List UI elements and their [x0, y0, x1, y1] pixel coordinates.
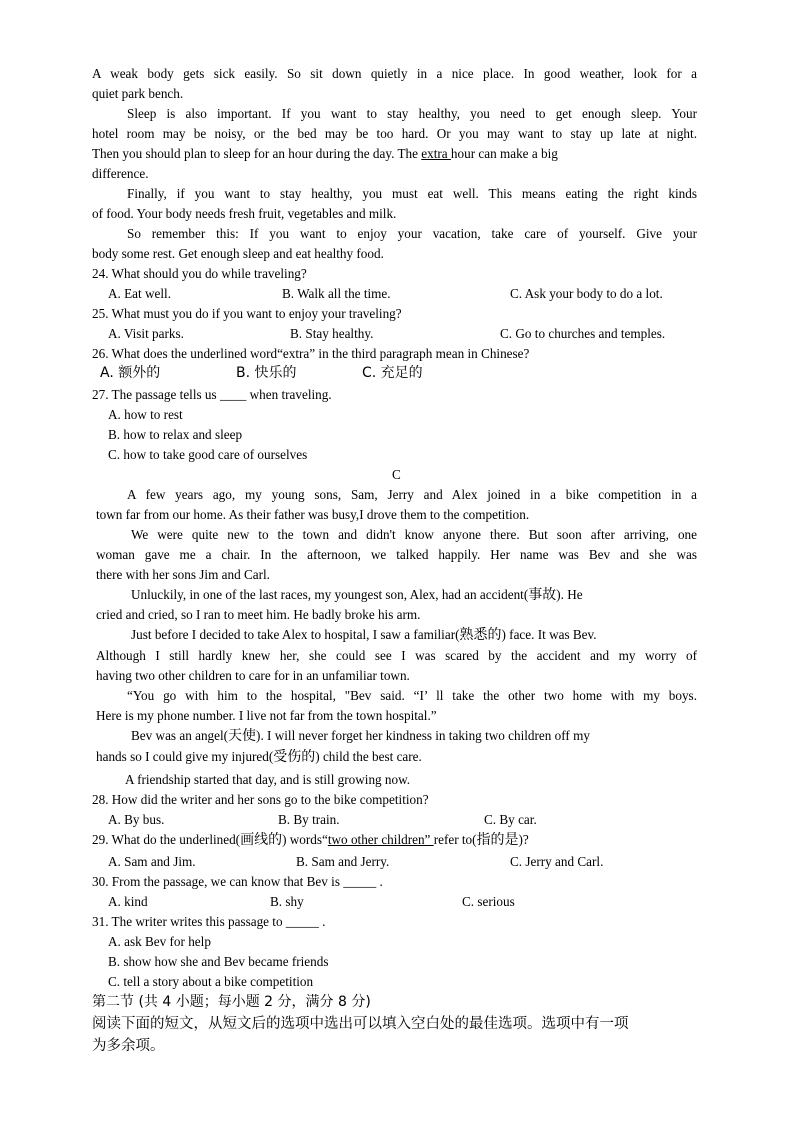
text-span: 29. What do the underlined( — [92, 832, 241, 847]
option-b: B. show how she and Bev became friends — [108, 954, 329, 969]
paragraph-line: difference. — [92, 166, 149, 181]
option-c: C. serious — [462, 894, 515, 909]
text-span: refer to( — [433, 832, 477, 847]
paragraph-line: Finally, if you want to stay healthy, you must eat well. This means eating the right kinds — [127, 186, 697, 201]
option-b: B. By train. — [278, 812, 340, 827]
option-c: C. how to take good care of ourselves — [108, 447, 308, 462]
paragraph-line — [92, 146, 697, 162]
text-span: ) words“ — [282, 832, 328, 847]
paragraph-line: Sleep is also important. If you want to stay healthy, you need to get enough sleep. Your — [127, 106, 697, 121]
option-b: B. Walk all the time. — [282, 286, 391, 301]
option-c: C. Go to churches and temples. — [500, 326, 666, 341]
text-span: ) child the best care. — [315, 749, 422, 764]
paragraph-line: having two other children to care for in an unfamiliar town. — [96, 668, 410, 683]
text-span: hour can make a big — [450, 146, 558, 161]
question-stem: 25. What must you do if you want to enjoy your traveling? — [92, 306, 402, 321]
option-a: A. kind — [108, 894, 148, 909]
chinese-gloss: 天使 — [228, 728, 257, 744]
option-text: B. 快乐的 — [236, 365, 297, 381]
paragraph-line — [131, 627, 697, 643]
underlined-word-extra: extra — [421, 146, 451, 161]
option-a: A. By bus. — [108, 812, 165, 827]
option-a — [100, 365, 160, 381]
text-span: Just before I decided to take Alex to hospital, I saw a familiar( — [131, 627, 460, 642]
option-b: B. Sam and Jerry. — [296, 854, 390, 869]
option-text: C. 充足的 — [362, 365, 423, 381]
paragraph-line: A friendship started that day, and is still growing now. — [125, 772, 411, 787]
option-c: C. By car. — [484, 812, 537, 827]
text-span: ). I will never forget her kindness in taking two children off my — [256, 728, 590, 743]
option-text: A. 额外的 — [100, 365, 161, 381]
option-a: A. Sam and Jim. — [108, 854, 196, 869]
section-title — [92, 994, 371, 1010]
paragraph-line: woman gave me a chair. In the afternoon, we talked happily. Her name was Bev and she was — [96, 547, 697, 562]
option-a: A. Eat well. — [108, 286, 171, 301]
paragraph-line: Here is my phone number. I live not far from the town hospital.” — [96, 708, 437, 723]
paragraph-line: Although I still hardly knew her, she could see I was scared by the accident and my worry of — [96, 648, 697, 663]
instruction-text: 为多余项。 — [92, 1038, 165, 1054]
question-stem — [92, 832, 529, 848]
paragraph-line: cried and cried, so I ran to meet him. He badly broke his arm. — [96, 607, 421, 622]
chinese-gloss: 画线的 — [240, 832, 283, 848]
option-c — [362, 365, 423, 381]
paragraph-line: So remember this: If you want to enjoy your vacation, take care of yourself. Give your — [127, 226, 697, 241]
question-stem: 27. The passage tells us ____ when traveling. — [92, 387, 332, 402]
paragraph-line: body some rest. Get enough sleep and eat healthy food. — [92, 246, 384, 261]
passage-heading: C — [392, 467, 401, 482]
option-b — [236, 365, 297, 381]
paragraph-line — [131, 587, 697, 603]
question-stem: 26. What does the underlined word“extra” in the third paragraph mean in Chinese? — [92, 346, 530, 361]
instruction-text: 阅读下面的短文，从短文后的选项中选出可以填入空白处的最佳选项。选项中有一项 — [92, 1016, 629, 1032]
text-span: )? — [518, 832, 529, 847]
option-c: C. Ask your body to do a lot. — [510, 286, 663, 301]
text-span: Then you should plan to sleep for an hour during the day. The — [92, 146, 422, 161]
paragraph-line: A few years ago, my young sons, Sam, Jerry and Alex joined in a bike competition in a — [127, 487, 697, 502]
option-a: A. ask Bev for help — [108, 934, 211, 949]
text-span: Unluckily, in one of the last races, my youngest son, Alex, had an accident( — [131, 587, 529, 602]
paragraph-line: town far from our home. As their father was busy,I drove them to the competition. — [96, 507, 530, 522]
paragraph-line — [131, 728, 697, 744]
section-title-text: 第二节 (共 4 小题；每小题 2 分，满分 8 分) — [92, 994, 371, 1010]
paragraph-line: We were quite new to the town and didn't know anyone there. But soon after arriving, one — [131, 527, 697, 542]
paragraph-line: hotel room may be noisy, or the bed may be too hard. Or you may want to stay up late at night. — [92, 126, 697, 141]
option-c: C. tell a story about a bike competition — [108, 974, 314, 989]
option-a: A. Visit parks. — [108, 326, 184, 341]
chinese-gloss: 受伤的 — [273, 749, 316, 765]
text-span: ) face. It was Bev. — [501, 627, 597, 642]
underlined-phrase: two other children” — [327, 832, 434, 847]
text-span: ). He — [556, 587, 583, 602]
paragraph-line — [96, 749, 422, 765]
question-stem: 24. What should you do while traveling? — [92, 266, 307, 281]
question-stem: 28. How did the writer and her sons go to the bike competition? — [92, 792, 429, 807]
text-span: Bev was an angel( — [131, 728, 229, 743]
chinese-gloss: 指的是 — [476, 832, 519, 848]
option-b: B. Stay healthy. — [290, 326, 374, 341]
option-b: B. shy — [270, 894, 304, 909]
paragraph-line: A weak body gets sick easily. So sit down quietly in a nice place. In good weather, look for a — [92, 66, 697, 81]
chinese-gloss: 熟悉的 — [459, 627, 502, 643]
paragraph-line: quiet park bench. — [92, 86, 184, 101]
paragraph-line: “You go with him to the hospital, "Bev said. “I’ ll take the other two home with my boys. — [127, 688, 697, 703]
option-a: A. how to rest — [108, 407, 183, 422]
chinese-gloss: 事故 — [528, 587, 557, 603]
paragraph-line: of food. Your body needs fresh fruit, vegetables and milk. — [92, 206, 397, 221]
instruction-line — [92, 1038, 165, 1054]
option-c: C. Jerry and Carl. — [510, 854, 604, 869]
text-span: hands so I could give my injured( — [96, 749, 274, 764]
question-stem: 31. The writer writes this passage to _____ . — [92, 914, 326, 929]
option-b: B. how to relax and sleep — [108, 427, 243, 442]
question-stem: 30. From the passage, we can know that Bev is _____ . — [92, 874, 383, 889]
instruction-line — [92, 1016, 629, 1032]
paragraph-line: there with her sons Jim and Carl. — [96, 567, 270, 582]
